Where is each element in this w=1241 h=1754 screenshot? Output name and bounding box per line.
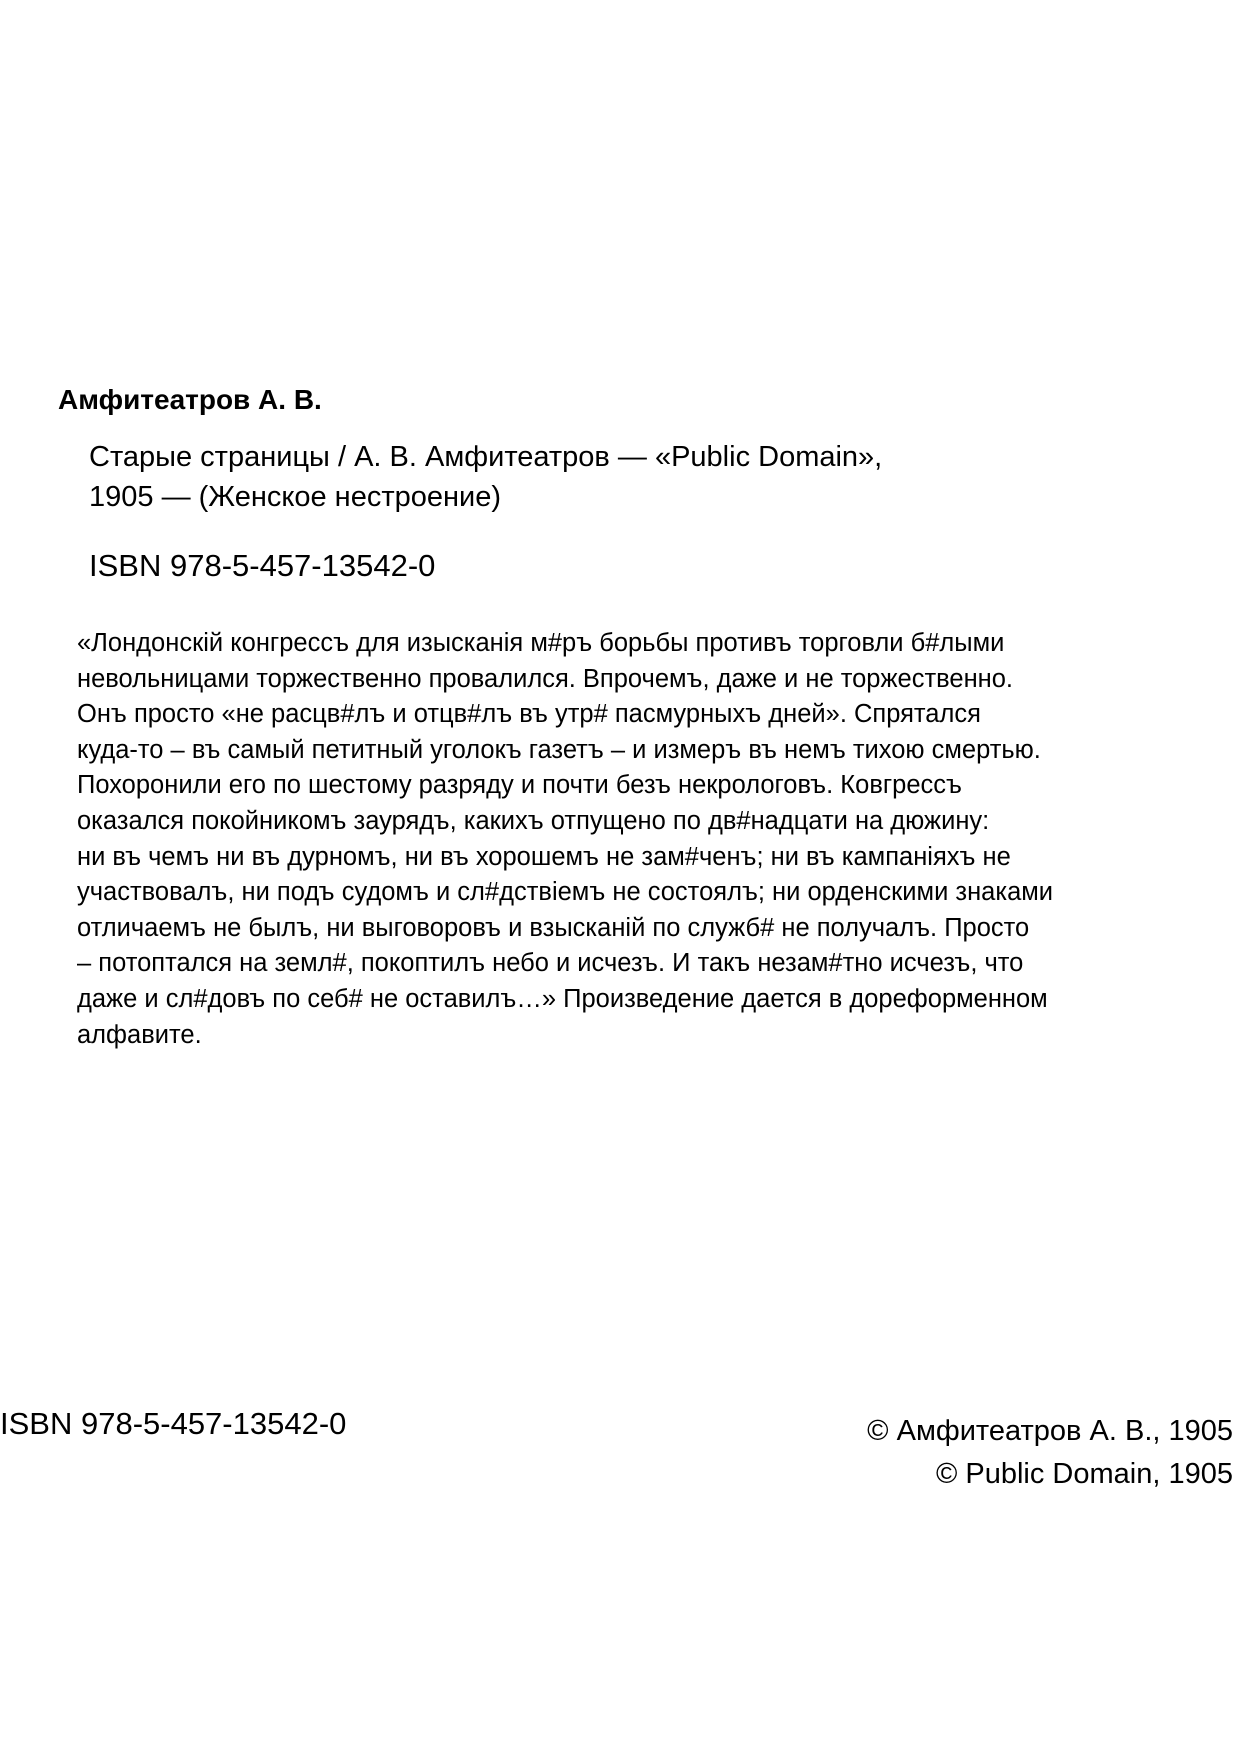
annotation-line: отличаемъ не былъ, ни выговоровъ и взысканій по служб# не получалъ. Просто bbox=[77, 913, 1030, 942]
annotation-line: Похоронили его по шестому разряду и почти безъ некрологовъ. Ковгрессъ bbox=[77, 771, 962, 800]
copyright-author: © Амфитеатров А. В., 1905 bbox=[867, 1415, 1233, 1447]
bibliographic-record-line: Старые страницы / А. В. Амфитеатров — «Public Domain», bbox=[89, 441, 883, 473]
annotation-line: «Лондонскій конгрессъ для изысканія м#ръ борьбы противъ торговли б#лыми bbox=[77, 629, 1005, 657]
annotation-line: – потоптался на земл#, покоптилъ небо и исчезъ. И такъ незам#тно исчезъ, что bbox=[77, 949, 1024, 978]
annotation-line: даже и сл#довъ по себ# не оставилъ…» Произведение дается в дореформенном bbox=[77, 984, 1048, 1013]
bibliographic-record bbox=[89, 437, 1089, 517]
copyright-publisher: © Public Domain, 1905 bbox=[935, 1458, 1233, 1490]
bibliographic-record-line: 1905 — (Женское нестроение) bbox=[89, 481, 501, 513]
copyright-block bbox=[867, 1410, 1233, 1496]
annotation-line: алфавите. bbox=[77, 1020, 202, 1049]
annotation-line: куда-то – въ самый петитный уголокъ газетъ – и измеръ въ немъ тихою смертью. bbox=[77, 735, 1041, 764]
annotation-line: оказался покойникомъ заурядъ, какихъ отпущено по дв#надцати на дюжину: bbox=[77, 806, 990, 835]
isbn-top: ISBN 978-5-457-13542-0 bbox=[89, 548, 436, 583]
annotation-line: ни въ чемъ ни въ дурномъ, ни въ хорошемъ не зам#ченъ; ни въ кампаніяхъ не bbox=[77, 842, 1011, 871]
annotation-line: невольницами торжественно провалился. Впрочемъ, даже и не торжественно. bbox=[77, 664, 1014, 693]
isbn-bottom: ISBN 978-5-457-13542-0 bbox=[0, 1406, 347, 1441]
annotation-line: участвовалъ, ни подъ судомъ и сл#дствіемъ не состоялъ; ни орденскими знаками bbox=[77, 878, 1054, 907]
author-heading: Амфитеатров А. В. bbox=[58, 384, 322, 415]
annotation-line: Онъ просто «не расцв#лъ и отцв#лъ въ утр# пасмурныхъ дней». Спрятался bbox=[77, 700, 981, 729]
annotation bbox=[77, 626, 1237, 1053]
